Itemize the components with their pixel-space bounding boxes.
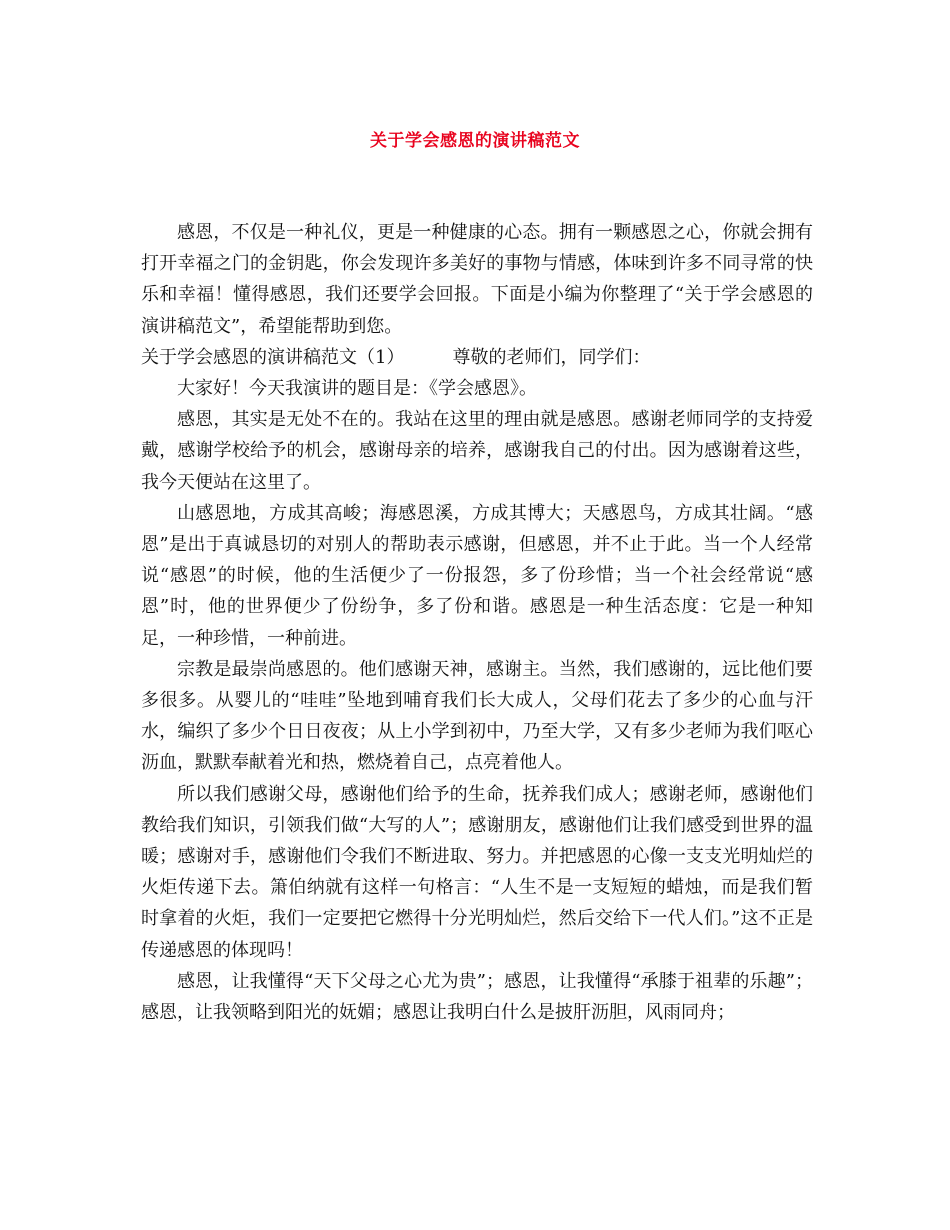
body-paragraph: 大家好！今天我演讲的题目是：《学会感恩》。 [177,378,537,400]
document-body [141,217,813,1028]
body-paragraph: 感恩，让我懂得“天下父母之心尤为贵”；感恩，让我懂得“承膝于祖辈的乐趣”；感恩，让我领略到阳光的妩媚；感恩让我明白什么是披肝沥胆，风雨同舟； [141,970,813,1024]
body-paragraph: 宗教是最崇尚感恩的。他们感谢天神，感谢主。当然，我们感谢的，远比他们要多很多。从婴儿的“哇哇”坠地到哺育我们长大成人，父母们花去了多少的心血与汗水，编织了多少个日日夜夜；从上小学到初中，乃至大学，又有多少老师为我们呕心沥血，默默奉献着光和热，燃烧着自己，点亮着他人。 [141,658,813,774]
section-heading: 关于学会感恩的演讲稿范文（1） [141,346,405,368]
salutation: 尊敬的老师们，同学们： [452,346,651,368]
body-paragraph: 所以我们感谢父母，感谢他们给予的生命，抚养我们成人；感谢老师，感谢他们教给我们知识，引领我们做“大写的人”；感谢朋友，感谢他们让我们感受到世界的温暖；感谢对手，感谢他们令我们不断进取、努力。并把感恩的心像一支支光明灿烂的火炬传递下去。箫伯纳就有这样一句格言：“人生不是一支短短的蜡烛，而是我们暂时拿着的火炬，我们一定要把它燃得十分光明灿烂，然后交给下一代人们。”这不正是传递感恩的体现吗！ [141,783,813,961]
body-paragraph: 山感恩地，方成其高峻；海感恩溪，方成其博大；天感恩鸟，方成其壮阔。“感恩”是出于真诚恳切的对别人的帮助表示感谢，但感恩，并不止于此。当一个人经常说“感恩”的时候，他的生活便少了一份报怨，多了份珍惜；当一个社会经常说“感恩”时，他的世界便少了份纷争，多了份和谐。感恩是一种生活态度：它是一种知足，一种珍惜，一种前进。 [141,502,813,649]
intro-paragraph: 感恩，不仅是一种礼仪，更是一种健康的心态。拥有一颗感恩之心，你就会拥有打开幸福之门的金钥匙，你会发现许多美好的事物与情感，体味到许多不同寻常的快乐和幸福！懂得感恩，我们还要学会回报。下面是小编为你整理了“关于学会感恩的演讲稿范文”，希望能帮助到您。 [141,222,813,337]
document-title: 关于学会感恩的演讲稿范文 [370,131,580,151]
section-heading-line [141,342,813,373]
body-paragraph: 感恩，其实是无处不在的。我站在这里的理由就是感恩。感谢老师同学的支持爱戴，感谢学校给予的机会，感谢母亲的培养，感谢我自己的付出。因为感谢着这些，我今天便站在这里了。 [141,409,813,493]
